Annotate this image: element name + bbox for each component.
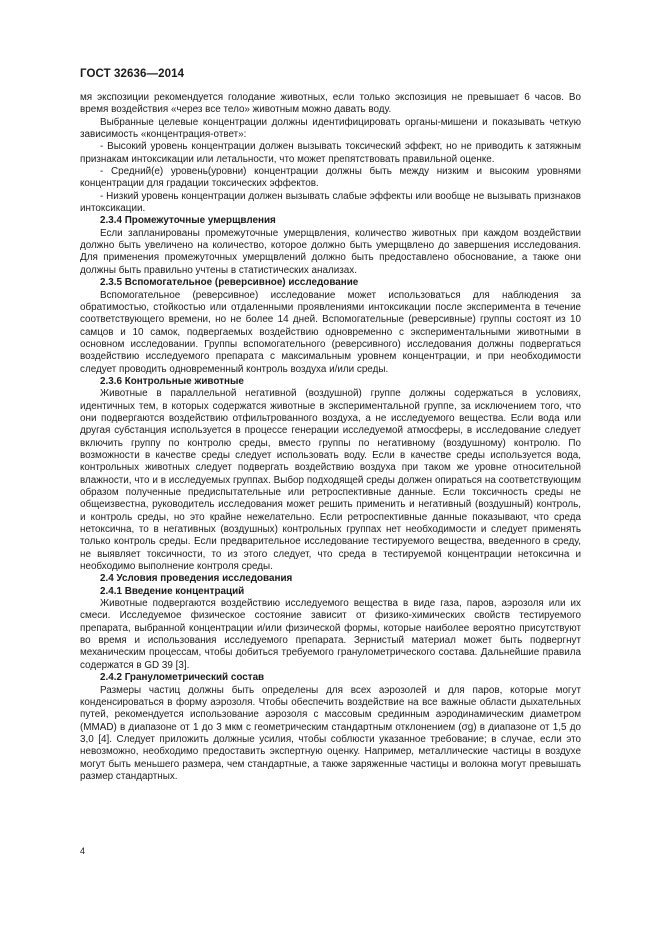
paragraph: Вспомогательное (реверсивное) исследование может использоваться для наблюдения за обратимостью, стойкостью или отдаленными проявлениями интоксикации после эксперимента в течение соответствующего времени, но не более 14 дней. Вспомогательные (реверсивные) группы состоят из 10 самцов и 10 самок, подвергаемых воздействию одновременно с экспериментальными животными в основном исследовании. Группы вспомогательного (реверсивного) исследования должны подвергаться воздействию исследуемого препарата с максимальным уровнем концентрации, и при необходимости следует проводить одновременный контроль воздуха и/или среды. [80, 289, 581, 375]
paragraph: Животные подвергаются воздействию исследуемого вещества в виде газа, паров, аэрозоля или их смеси. Исследуемое физическое состояние зависит от физико-химических свойств тестируемого препарата, выбранной концентрации и/или физической формы, которые наиболее вероятно присутствуют во время и использования исследуемого препарата. Зернистый материал может быть подвергнут механическим процессам, чтобы добиться требуемого гранулометрического состава. Дальнейшие правила содержатся в GD 39 [3]. [80, 598, 581, 671]
paragraph: Животные в параллельной негативной (воздушной) группе должны содержаться в условиях, идентичных тем, в которых содержатся животные в экспериментальной группе, за исключением того, что они подвергаются воздействию отфильтрованного воздуха, а не исследуемого вещества. Если вода или другая субстанция используется в процессе генерации исследуемой атмосферы, в исследование следует включить группу по контролю среды, вместо группы по негативному (воздушному) контролю. По возможности в качестве среды следует использовать воду. Если в качестве среды используется вода, контрольных животных следует подвергать воздействию воздуха при таком же уровне относительной влажности, что и в исследуемых группах. Выбор подходящей среды должен опираться на соответствующим образом полученные предиспытательные или ретроспективные данные. Если токсичность среды не общеизвестна, руководитель исследования может решить применить и негативный (воздушный) контроль, и контроль среды, но это крайне нежелательно. Если ретроспективные данные показывают, что среда нетоксична, то в негативных (воздушных) контрольных группах нет необходимости и следует применять только контроль среды. Если предварительное исследование тестируемого вещества, введенного в среду, не выявляет токсичности, то из этого следует, что среда в тестируемой концентрации нетоксична и необходимо выполнение контроля среды. [80, 388, 581, 573]
standard-header: ГОСТ 32636—2014 [80, 68, 185, 80]
document-body [80, 92, 581, 783]
section-heading: 2.3.6 Контрольные животные [100, 375, 244, 387]
section-heading: 2.4.2 Гранулометрический состав [100, 672, 265, 684]
paragraph: Выбранные целевые концентрации должны идентифицировать органы-мишени и показывать четкую зависимость «концентрация-ответ»: [80, 116, 581, 141]
paragraph: - Средний(е) уровень(уровни) концентрации должны быть между низким и высоким уровнями концентрации для градации токсических эффектов. [80, 166, 581, 190]
paragraph: мя экспозиции рекомендуется голодание животных, если только экспозиция не превышает 6 часов. Во время воздействия «через все тело» животным можно давать воду. [80, 92, 581, 116]
section-heading: 2.3.5 Вспомогательное (реверсивное) исследование [100, 277, 359, 289]
section-heading: 2.4.1 Введение концентраций [100, 585, 245, 597]
paragraph: - Высокий уровень концентрации должен вызывать токсический эффект, но не приводить к затяжным признакам интоксикации или летальности, что может препятствовать правильной оценке. [80, 141, 581, 165]
paragraph: Если запланированы промежуточные умерщвления, количество животных при каждом воздействии должно быть увеличено на количество, которое должно быть умерщвлено до завершения исследования. Для применения промежуточных умерщвлений должно быть предоставлено обоснование, а также они должны быть правильно учтены в статистических анализах. [80, 227, 581, 276]
paragraph: Размеры частиц должны быть определены для всех аэрозолей и для паров, которые могут конденсироваться в форму аэрозоля. Чтобы обеспечить воздействие на все важные области дыхательных путей, рекомендуется использование аэрозоля с массовым срединным аэродинамическим диаметром (MMAD) в диапазоне от 1 до 3 мкм с геометрическим стандартным отклонением (σg) в диапазоне от 1,5 до 3,0 [4]. Следует приложить должные усилия, чтобы соблюсти указанное требование; в случае, если это невозможно, необходимо предоставить экспертную оценку. Например, металлические частицы в воздухе могут быть меньшего размера, чем стандартные, а также заряженные частицы и волокна могут превышать размер стандартных. [80, 684, 581, 782]
section-heading: 2.4 Условия проведения исследования [100, 573, 293, 585]
section-heading: 2.3.4 Промежуточные умерщвления [100, 215, 276, 227]
page-number: 4 [80, 846, 86, 856]
paragraph: - Низкий уровень концентрации должен вызывать слабые эффекты или вообще не вызывать признаков интоксикации. [80, 190, 581, 215]
